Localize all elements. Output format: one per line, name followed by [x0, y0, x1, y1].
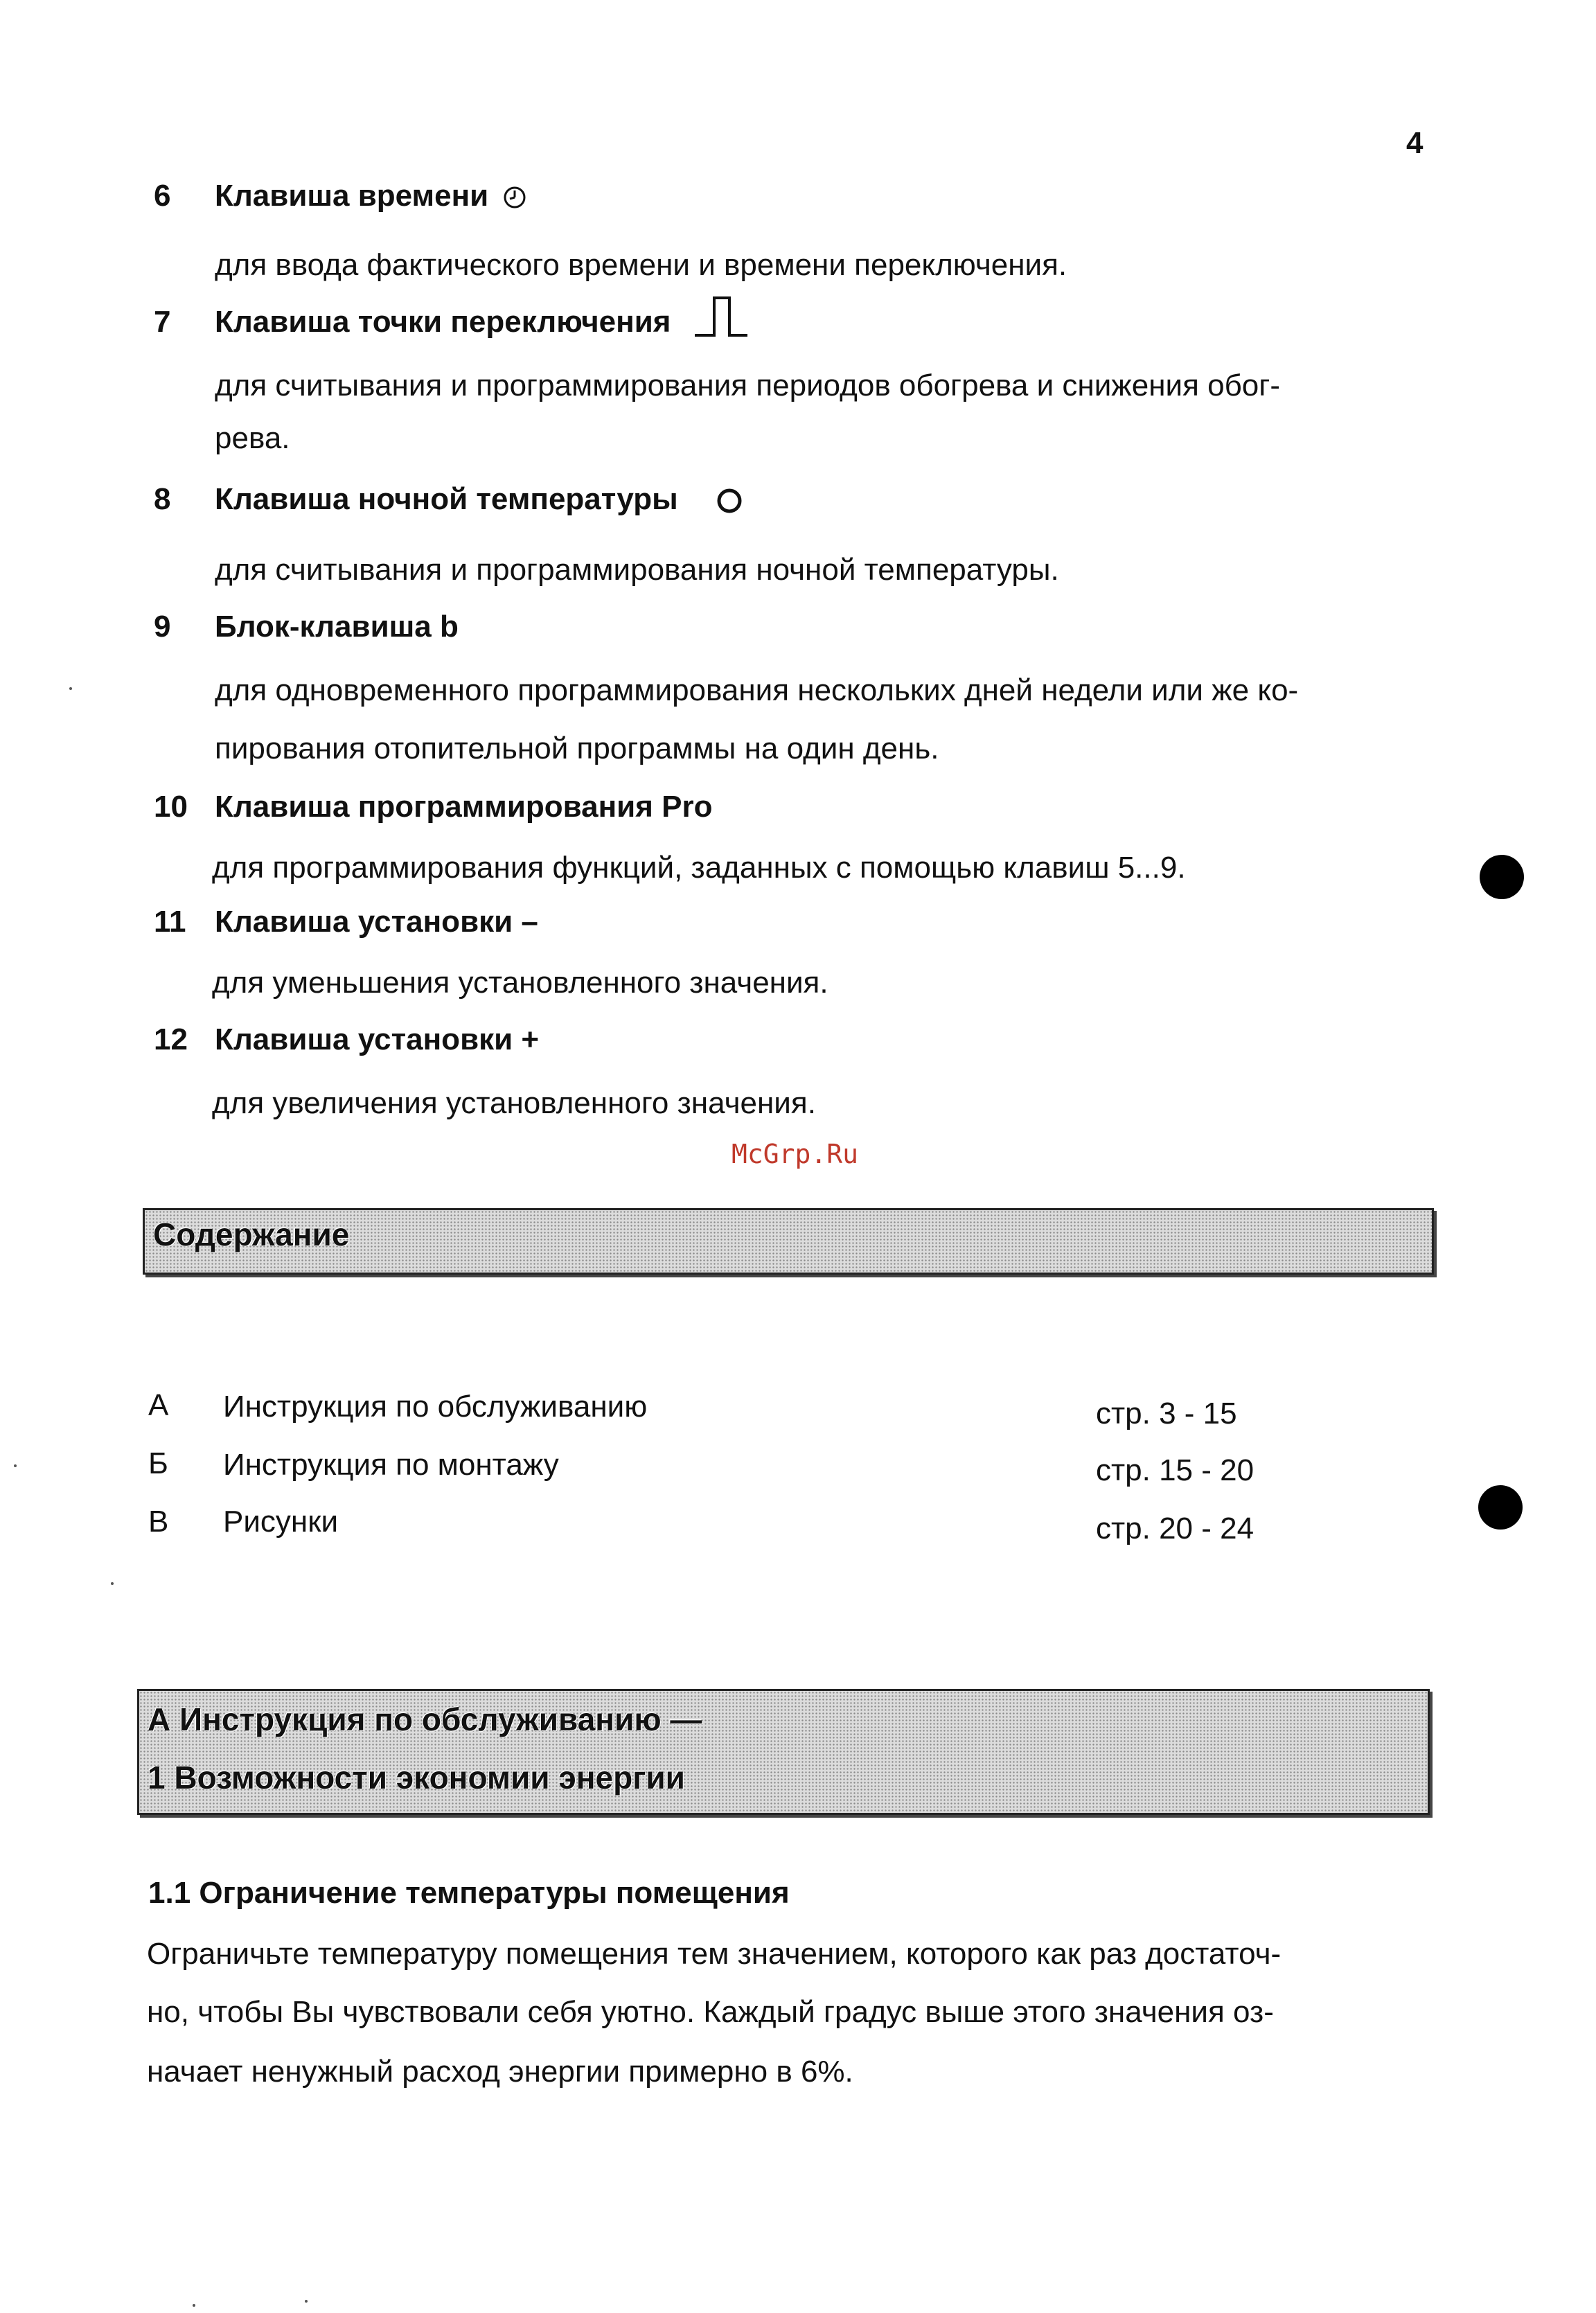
section-heading-line1: А Инструкция по обслуживанию —: [148, 1701, 702, 1737]
section-heading-band: [137, 1689, 1430, 1815]
key-title-label: Клавиша ночной температуры: [215, 482, 678, 516]
moon-circle-icon: [714, 486, 745, 516]
toc-title: Инструкция по монтажу: [223, 1448, 559, 1482]
section-heading-line2: 1 Возможности экономии энергии: [148, 1760, 685, 1796]
paragraph-line: начает ненужный расход энергии примерно в 6%.: [147, 2055, 853, 2089]
paragraph-line: но, чтобы Вы чувствовали себя уютно. Каждый градус выше этого значения оз-: [147, 1995, 1274, 2029]
toc-pages: стр. 15 - 20: [1096, 1453, 1254, 1487]
key-title-label: Клавиша времени: [215, 179, 489, 213]
key-number: 12: [154, 1022, 188, 1056]
key-number: 8: [154, 482, 171, 516]
key-title-label: Клавиша точки переключения: [215, 305, 671, 339]
key-title-minus: Клавиша установки –: [215, 905, 538, 939]
key-description: для считывания и программирования периодов обогрева и снижения обог-: [215, 369, 1280, 402]
toc-pages: стр. 3 - 15: [1096, 1397, 1237, 1430]
key-description: пирования отопительной программы на один день.: [215, 732, 939, 765]
key-description: для программирования функций, заданных с помощью клавиш 5...9.: [212, 851, 1186, 885]
key-description: для ввода фактического времени и времени переключения.: [215, 248, 1067, 282]
page-number: 4: [1406, 126, 1424, 160]
binder-hole: [1480, 855, 1524, 899]
paragraph-line: Ограничьте температуру помещения тем значением, которого как раз достаточ-: [147, 1937, 1282, 1971]
toc-pages: стр. 20 - 24: [1096, 1512, 1254, 1545]
scan-speck: [305, 2300, 308, 2303]
scan-speck: [14, 1464, 17, 1467]
watermark: McGrp.Ru: [732, 1139, 859, 1169]
toc-letter: Б: [148, 1446, 168, 1480]
scan-speck: [69, 687, 72, 690]
toc-title: Рисунки: [223, 1505, 339, 1539]
contents-heading-band: [143, 1208, 1434, 1275]
binder-hole: [1478, 1485, 1523, 1530]
key-description: для считывания и программирования ночной температуры.: [215, 553, 1059, 587]
key-number: 11: [154, 905, 186, 939]
scan-speck: [111, 1582, 114, 1585]
key-number: 9: [154, 610, 171, 644]
key-title-programming: Клавиша программирования Pro: [215, 790, 713, 824]
clock-icon: [501, 184, 529, 211]
key-title-night-temp: [215, 482, 745, 517]
key-number: 7: [154, 305, 171, 339]
subsection-heading: 1.1 Ограничение температуры помещения: [148, 1876, 790, 1910]
key-title-plus: Клавиша установки +: [215, 1022, 540, 1056]
key-number: 10: [154, 790, 188, 824]
toc-letter: А: [148, 1388, 169, 1422]
key-title-block: Блок-клавиша b: [215, 610, 459, 644]
key-title-time: [215, 179, 529, 213]
toc-title: Инструкция по обслуживанию: [223, 1390, 648, 1424]
key-description: рева.: [215, 421, 290, 455]
key-description: для увеличения установленного значения.: [212, 1086, 816, 1120]
contents-heading: Содержание: [153, 1216, 350, 1252]
key-description: для одновременного программирования нескольких дней недели или же ко-: [215, 673, 1299, 707]
switch-pulse-icon: [693, 292, 749, 341]
key-description: для уменьшения установленного значения.: [212, 966, 828, 1000]
scan-speck: [193, 2304, 195, 2307]
key-title-switchpoint: [215, 305, 749, 341]
key-number: 6: [154, 179, 171, 213]
toc-letter: В: [148, 1505, 169, 1539]
